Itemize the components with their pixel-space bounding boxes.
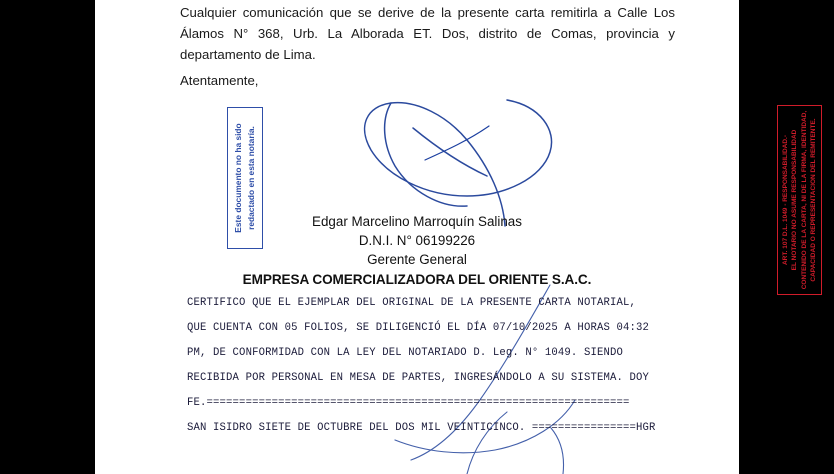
right-stamp-line-3: CONTENIDO DE LA CARTA, NI DE LA FIRMA, IDENTIDAD, [800, 110, 808, 290]
notarial-line-5: FE.================================================================= [187, 397, 630, 409]
notarial-certification-text [187, 291, 667, 441]
right-stamp-line-2: EL NOTARIO NO ASUME RESPONSABILIDAD [791, 129, 798, 271]
right-stamp-line-4: CAPACIDAD O REPRESENTACION DEL REMITENTE. [810, 118, 817, 282]
signature-block [95, 212, 739, 291]
signer-company: EMPRESA COMERCIALIZADORA DEL ORIENTE S.A.C. [242, 272, 592, 287]
signer-role: Gerente General [367, 252, 467, 267]
letter-body-paragraph: Cualquier comunicación que se derive de la presente carta remitirla a Calle Los Álamos N° 368, Urb. La Alborada ET. Dos, distrito de Comas, provincia y departamento de Lima. [180, 5, 675, 62]
signer-dni: D.N.I. N° 06199226 [358, 233, 476, 248]
notary-disclaimer-stamp-left [227, 107, 263, 249]
notarial-line-1: CERTIFICO QUE EL EJEMPLAR DEL ORIGINAL DE LA PRESENTE CARTA NOTARIAL, [187, 297, 637, 309]
notarial-line-4: RECIBIDA POR PERSONAL EN MESA DE PARTES, INGRESÁNDOLO A SU SISTEMA. DOY [187, 372, 650, 384]
notarial-line-3: PM, DE CONFORMIDAD CON LA LEY DEL NOTARIADO D. Leg. N° 1049. SIENDO [187, 347, 623, 359]
signer-name: Edgar Marcelino Marroquín Salinas [312, 214, 522, 229]
right-stamp-line-1: ART. 107 D.L. 1049 - RESPONSABILIDAD.- [781, 134, 789, 266]
left-stamp-text: Este documento no ha sido redactado en esta notaría. [233, 123, 256, 233]
right-stamp-text [778, 106, 821, 294]
notarial-line-2: QUE CUENTA CON 05 FOLIOS, SE DILIGENCIÓ EL DÍA 07/10/2025 A HORAS 04:32 [187, 322, 650, 334]
document-page [95, 0, 817, 474]
notary-liability-stamp-right [777, 105, 822, 295]
notarial-line-6: SAN ISIDRO SIETE DE OCTUBRE DEL DOS MIL VEINTICINCO. ================HGR [187, 422, 656, 434]
letter-salutation: Atentamente, [180, 73, 259, 88]
